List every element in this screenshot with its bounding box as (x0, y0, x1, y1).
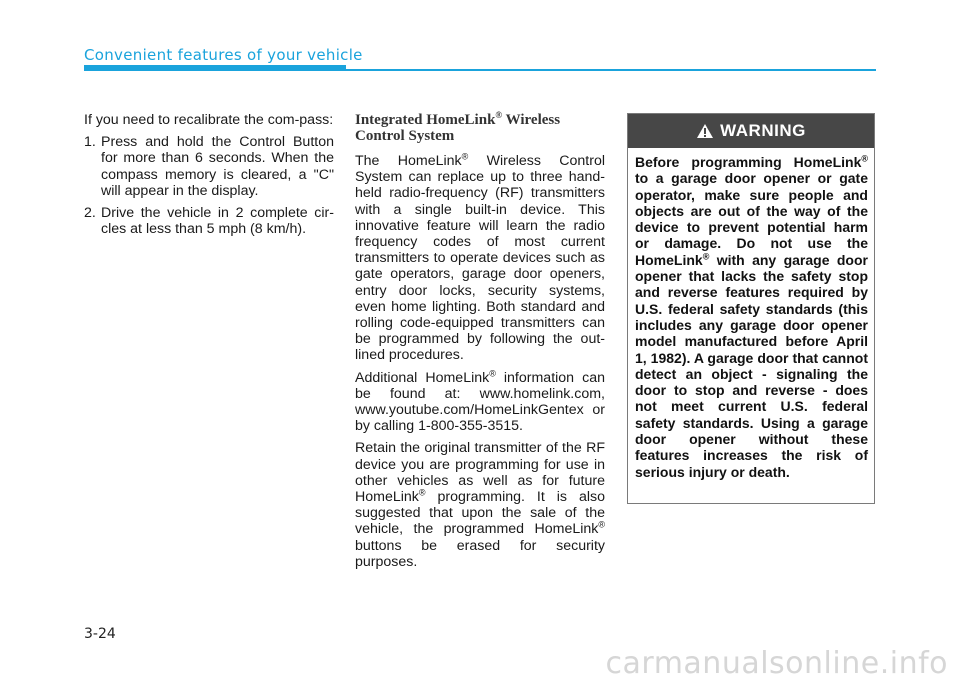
registered-mark: ® (495, 110, 503, 120)
homelink-heading (355, 112, 605, 144)
header-accent-bar (84, 65, 346, 71)
warning-header (628, 114, 874, 148)
header-rule (346, 69, 876, 71)
paragraph-text: Retain the original transmitter of the RF device you are programming for use in other vehicles as well as for future HomeLink (355, 440, 605, 506)
warning-body (635, 154, 868, 480)
registered-mark: ® (702, 251, 710, 262)
registered-mark: ® (861, 153, 868, 164)
warning-box (627, 113, 875, 504)
registered-mark: ® (598, 519, 605, 530)
homelink-paragraph-2 (355, 367, 605, 435)
paragraph-text: information can be found at: www.homelink.com, www.youtube.com/HomeLinkGentex or by calling 1-800-355-3515. (355, 369, 605, 435)
warning-text: with any garage door opener that lacks the safety stop and reverse features required by U.S. federal safety standards (this includes any garage door opener model manufactured before April 1, 1982). A garage door that cannot detect an object - signaling the door to stop and reverse - does not meet current U.S. federal safety standards. Using a garage door opener without these features increases the risk of serious injury or death. (635, 251, 868, 480)
step-1 (84, 134, 334, 199)
warning-text: Before programming HomeLink (635, 154, 862, 170)
paragraph-text: programming. It is also suggested that upon the sale of the vehicle, the programmed HomeLink (355, 489, 605, 538)
page-number: 3-24 (84, 626, 116, 642)
paragraph-text: Wireless Control System can replace up to three hand-held radio-frequency (RF) transmitters with a single built-in device. This innovative feature will learn the radio frequency codes of most current transmitters to operate devices such as gate operators, garage door openers, entry door locks, security systems, even home lighting. Both standard and rolling code-equipped transmitters can be programmed by following the out-lined procedures. (355, 153, 605, 364)
homelink-paragraph-1 (355, 153, 605, 364)
warning-text: to a garage door opener or gate operator, make sure people and objects are out of the way of the device to prevent potential harm or damage. Do not use the HomeLink (635, 170, 868, 268)
heading-text: Wireless Control System (355, 112, 561, 144)
middle-column (355, 112, 605, 576)
paragraph-text: The HomeLink (355, 153, 462, 169)
step-2 (84, 205, 334, 237)
warning-title: WARNING (720, 121, 806, 140)
watermark: carmanualsonline.info (605, 646, 948, 681)
step-number: 1. (84, 134, 96, 151)
section-title: Convenient features of your vehicle (84, 46, 363, 64)
step-text: Drive the vehicle in 2 complete cir-cles at less than 5 mph (8 km/h). (101, 205, 334, 238)
paragraph-text: Additional HomeLink (355, 369, 490, 386)
registered-mark: ® (418, 487, 426, 498)
paragraph-text: buttons be erased for security purposes. (355, 537, 605, 570)
step-text: Press and hold the Control Button for more than 6 seconds. When the compass memory is cleared, a "C" will appear in the display. (101, 134, 334, 199)
homelink-paragraph-3 (355, 440, 605, 570)
heading-text: Integrated HomeLink (355, 112, 496, 128)
intro-paragraph: If you need to recalibrate the com-pass: (84, 112, 334, 128)
step-number: 2. (84, 205, 96, 222)
registered-mark: ® (489, 367, 496, 378)
registered-mark: ® (461, 151, 469, 162)
warning-triangle-icon (696, 123, 714, 139)
left-column (84, 112, 334, 243)
